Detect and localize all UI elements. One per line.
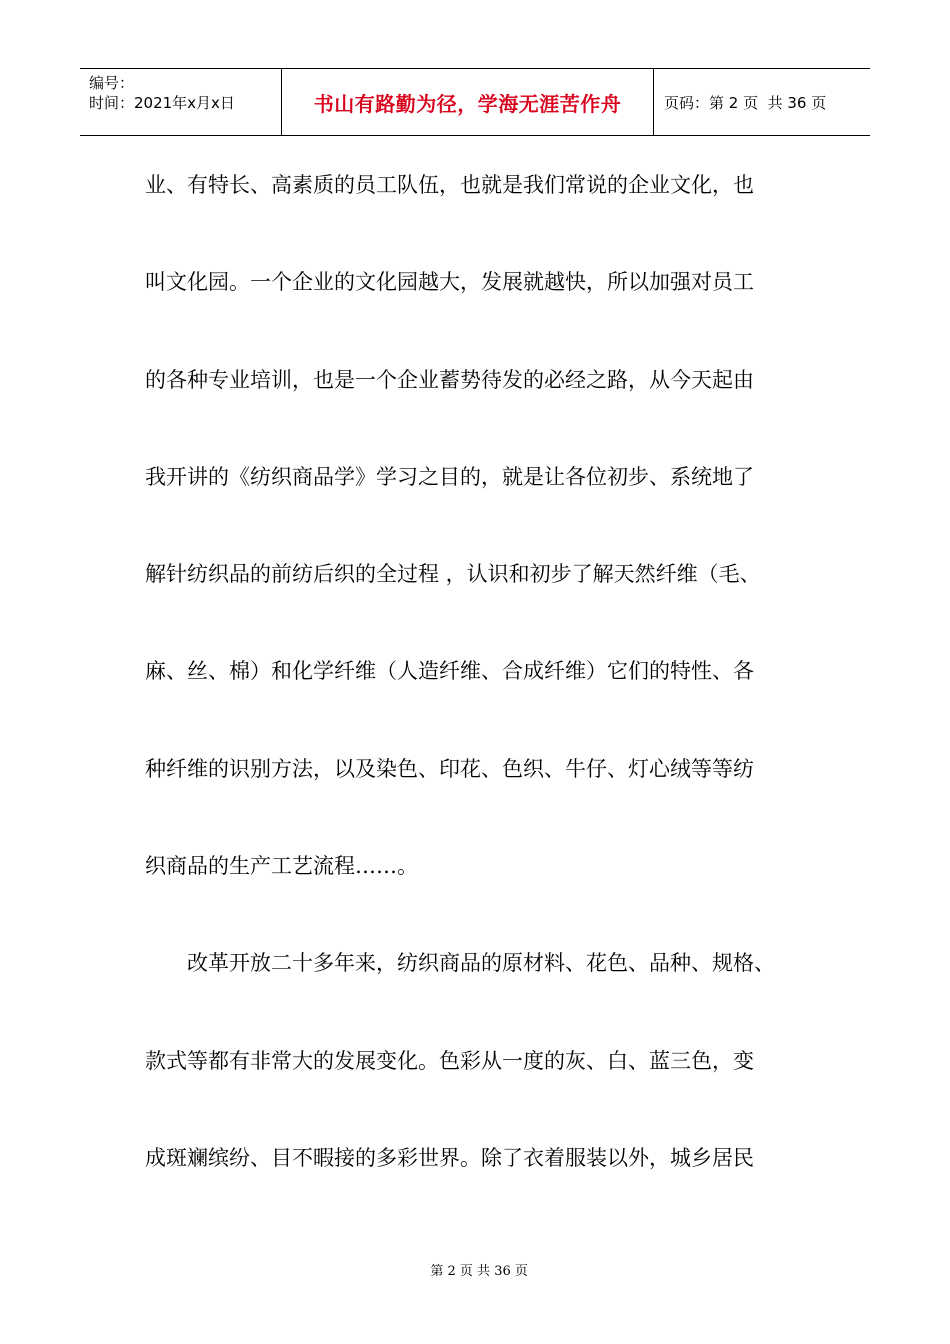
body-line: 解针纺织品的前纺后织的全过程 ，认识和初步了解天然纤维（毛、 xyxy=(145,562,761,587)
body-line: 麻、丝、棉）和化学纤维（人造纤维、合成纤维）它们的特性、各 xyxy=(145,659,754,684)
page-footer xyxy=(0,1245,950,1279)
body-line: 款式等都有非常大的发展变化。色彩从一度的灰、白、蓝三色，变 xyxy=(145,1048,754,1073)
document-body xyxy=(145,160,815,1230)
body-line: 叫文化园。一个企业的文化园越大，发展就越快，所以加强对员工 xyxy=(145,270,754,295)
body-line: 成斑斓缤纷、目不暇接的多彩世界。除了衣着服装以外，城乡居民 xyxy=(145,1145,754,1170)
header-meta-cell xyxy=(80,69,282,135)
page-info: 页码：第 2 页 共 36 页 xyxy=(664,93,827,112)
date-label: 时间：2021年x月x日 xyxy=(89,94,235,112)
number-label: 编号： xyxy=(89,74,135,92)
footer-page-number: 第 2 页 共 36 页 xyxy=(430,1264,528,1279)
body-line: 织商品的生产工艺流程……。 xyxy=(145,854,418,879)
paragraph-start-line: 改革开放二十多年来，纺织商品的原材料、花色、品种、规格、 xyxy=(187,951,775,976)
body-line: 的各种专业培训，也是一个企业蓄势待发的必经之路，从今天起由 xyxy=(145,367,754,392)
motto-text: 书山有路勤为径，学海无涯苦作舟 xyxy=(313,91,622,116)
body-line: 我开讲的《纺织商品学》学习之目的，就是让各位初步、系统地了 xyxy=(145,464,754,489)
body-line: 种纤维的识别方法，以及染色、印花、色织、牛仔、灯心绒等等纺 xyxy=(145,756,754,781)
header-page-cell xyxy=(654,69,870,135)
body-line: 业、有特长、高素质的员工队伍，也就是我们常说的企业文化，也 xyxy=(145,173,754,197)
document-header xyxy=(80,68,870,136)
header-motto-cell xyxy=(282,69,654,135)
